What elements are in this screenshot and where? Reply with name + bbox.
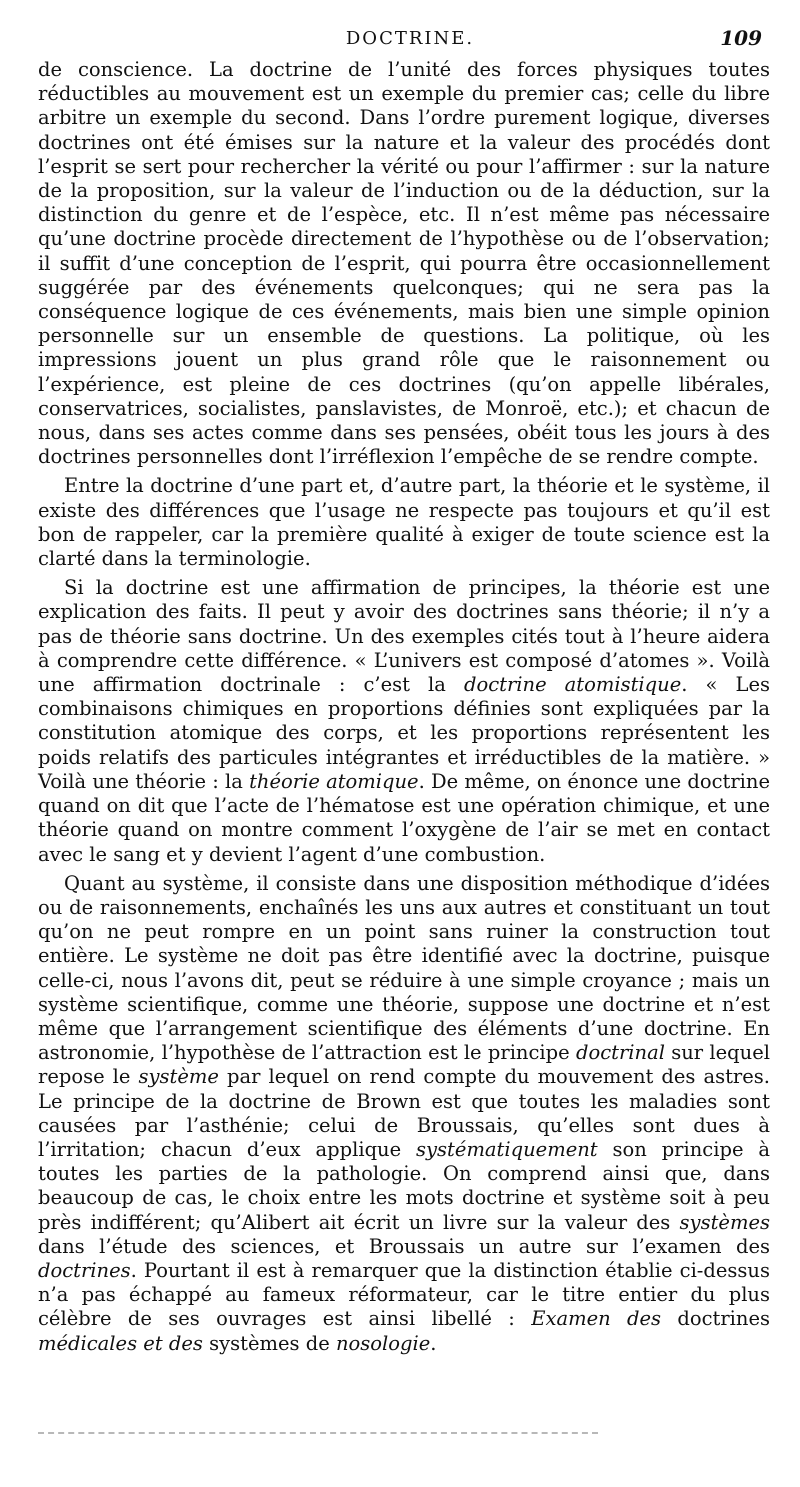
book-title-roman-part: doctrines <box>661 1307 771 1331</box>
italic-book-title-part: Examen des <box>531 1307 662 1331</box>
italic-term-systematiquement: systématiquement <box>416 1137 598 1161</box>
paragraph-text-segment: . Pourtant il est à remarquer que la distinction établie ci-dessus n’a pas échappé au fameux réformateur, car le titre entier du plus célèbre de ses ouvrages est ainsi libellé : <box>38 1258 770 1331</box>
italic-term-systeme: système <box>138 1065 219 1089</box>
italic-term-doctrinal: doctrinal <box>575 1041 665 1065</box>
paragraph-text-segment: son principe à toutes les parties de la pathologie. On comprend ainsi que, dans beaucoup de cas, le choix entre les mots doctrine et système soit à peu près indifférent; qu’Alibert ait écrit un livre sur la valeur des <box>38 1137 770 1234</box>
book-title-roman-part: systèmes de <box>202 1331 336 1355</box>
italic-term-theorie-atomique: théorie atomique <box>249 769 419 793</box>
paragraph-systeme <box>38 872 770 1356</box>
paragraph-text-segment: sur lequel repose le <box>38 1041 770 1089</box>
footer-rule <box>38 1432 598 1436</box>
paragraph-text-segment: . <box>430 1331 437 1355</box>
paragraph-text-segment: . « Les combinaisons chimiques en proportions définies sont expliquées par la constitution atomique des corps, et les proportions représentent les poids relatifs des particules intégrantes et irréductibles de la matière. » Voilà une théorie : la <box>38 673 771 793</box>
paragraph-text-segment: Si la doctrine est une affirmation de principes, la théorie est une explication des faits. Il peut y avoir des doctrines sans théorie; il n’y a pas de théorie sans doctrine. Un des exemples cités tout à l’heure aidera à comprendre cette différence. « L’univers est composé d’atomes ». Voilà une affirmation doctrinale : c’est la <box>38 576 770 697</box>
italic-term-doctrine-atomistique: doctrine atomistique <box>463 673 682 697</box>
running-head <box>0 28 800 56</box>
paragraph-continuation: de conscience. La doctrine de l’unité des forces physiques toutes réductibles au mouvement est un exemple du premier cas; celle du libre arbitre un exemple du second. Dans l’ordre purement logique, diverses doctrines ont été émises sur la nature et la valeur des procédés dont l’esprit se sert pour rechercher la vérité ou pour l’affirmer : sur la nature de la proposition, sur la valeur de l’induction ou de la déduction, sur la distinction du genre et de l’espèce, etc. Il n’est même pas nécessaire qu’une doctrine procède directement de l’hypothèse ou de l’observation; il suffit d’une conception de l’esprit, qui pourra être occasionnellement suggérée par des événements quelconques; qui ne sera pas la conséquence logique de ces événements, mais bien une simple opinion personnelle sur un ensemble de questions. La politique, où les impressions jouent un plus grand rôle que le raisonnement ou l’expérience, est pleine de ces doctrines (qu’on appelle libérales, conservatrices, socialistes, panslavistes, de Monroë, etc.); et chacun de nous, dans ses actes comme dans ses pensées, obéit tous les jours à des doctrines personnelles dont l’irréflexion l’empêche de se rendre compte. <box>38 58 770 469</box>
italic-book-title-part: nosologie <box>335 1331 431 1355</box>
running-head-title: DOCTRINE. <box>345 28 475 49</box>
italic-book-title-part: médicales et des <box>38 1331 203 1355</box>
italic-term-doctrines: doctrines <box>38 1258 131 1282</box>
paragraph-text-segment: Quant au système, il consiste dans une disposition méthodique d’idées ou de raisonnements, enchaînés les uns aux autres et constituant un tout qu’on ne peut rompre en un point sans ruiner la construction tout entière. Le système ne doit pas être identifié avec la doctrine, puisque celle-ci, nous l’avons dit, peut se réduire à une simple croyance ; mais un système scientifique, comme une théorie, suppose une doctrine et n’est même que l’arrangement scientifique des éléments d’une doctrine. En astronomie, l’hypothèse de l’attraction est le principe <box>38 871 770 1065</box>
paragraph-doctrine-theorie-systeme: Entre la doctrine d’une part et, d’autre part, la théorie et le système, il existe des différences que l’usage ne respecte pas toujours et qu’il est bon de rappeler, car la première qualité à exiger de toute science est la clarté dans la terminologie. <box>38 474 770 571</box>
paragraph-theorie <box>38 576 770 866</box>
page-number: 109 <box>720 26 762 50</box>
italic-term-systemes: systèmes <box>679 1210 770 1234</box>
body-text <box>38 58 770 1361</box>
paragraph-text-segment: dans l’étude des sciences, et Broussais un autre sur l’examen des <box>38 1234 770 1258</box>
paragraph-text-segment: par lequel on rend compte du mouvement des astres. Le principe de la doctrine de Brown est que toutes les maladies sont causées par l’asthénie; celui de Broussais, qu’elles sont dues à l’irritation; chacun d’eux applique <box>38 1065 771 1161</box>
paragraph-text-segment: . De même, on énonce une doctrine quand on dit que l’acte de l’hématose est une opération chimique, et une théorie quand on montre comment l’oxygène de l’air se met en contact avec le sang et y devient l’agent d’une combustion. <box>38 769 771 866</box>
